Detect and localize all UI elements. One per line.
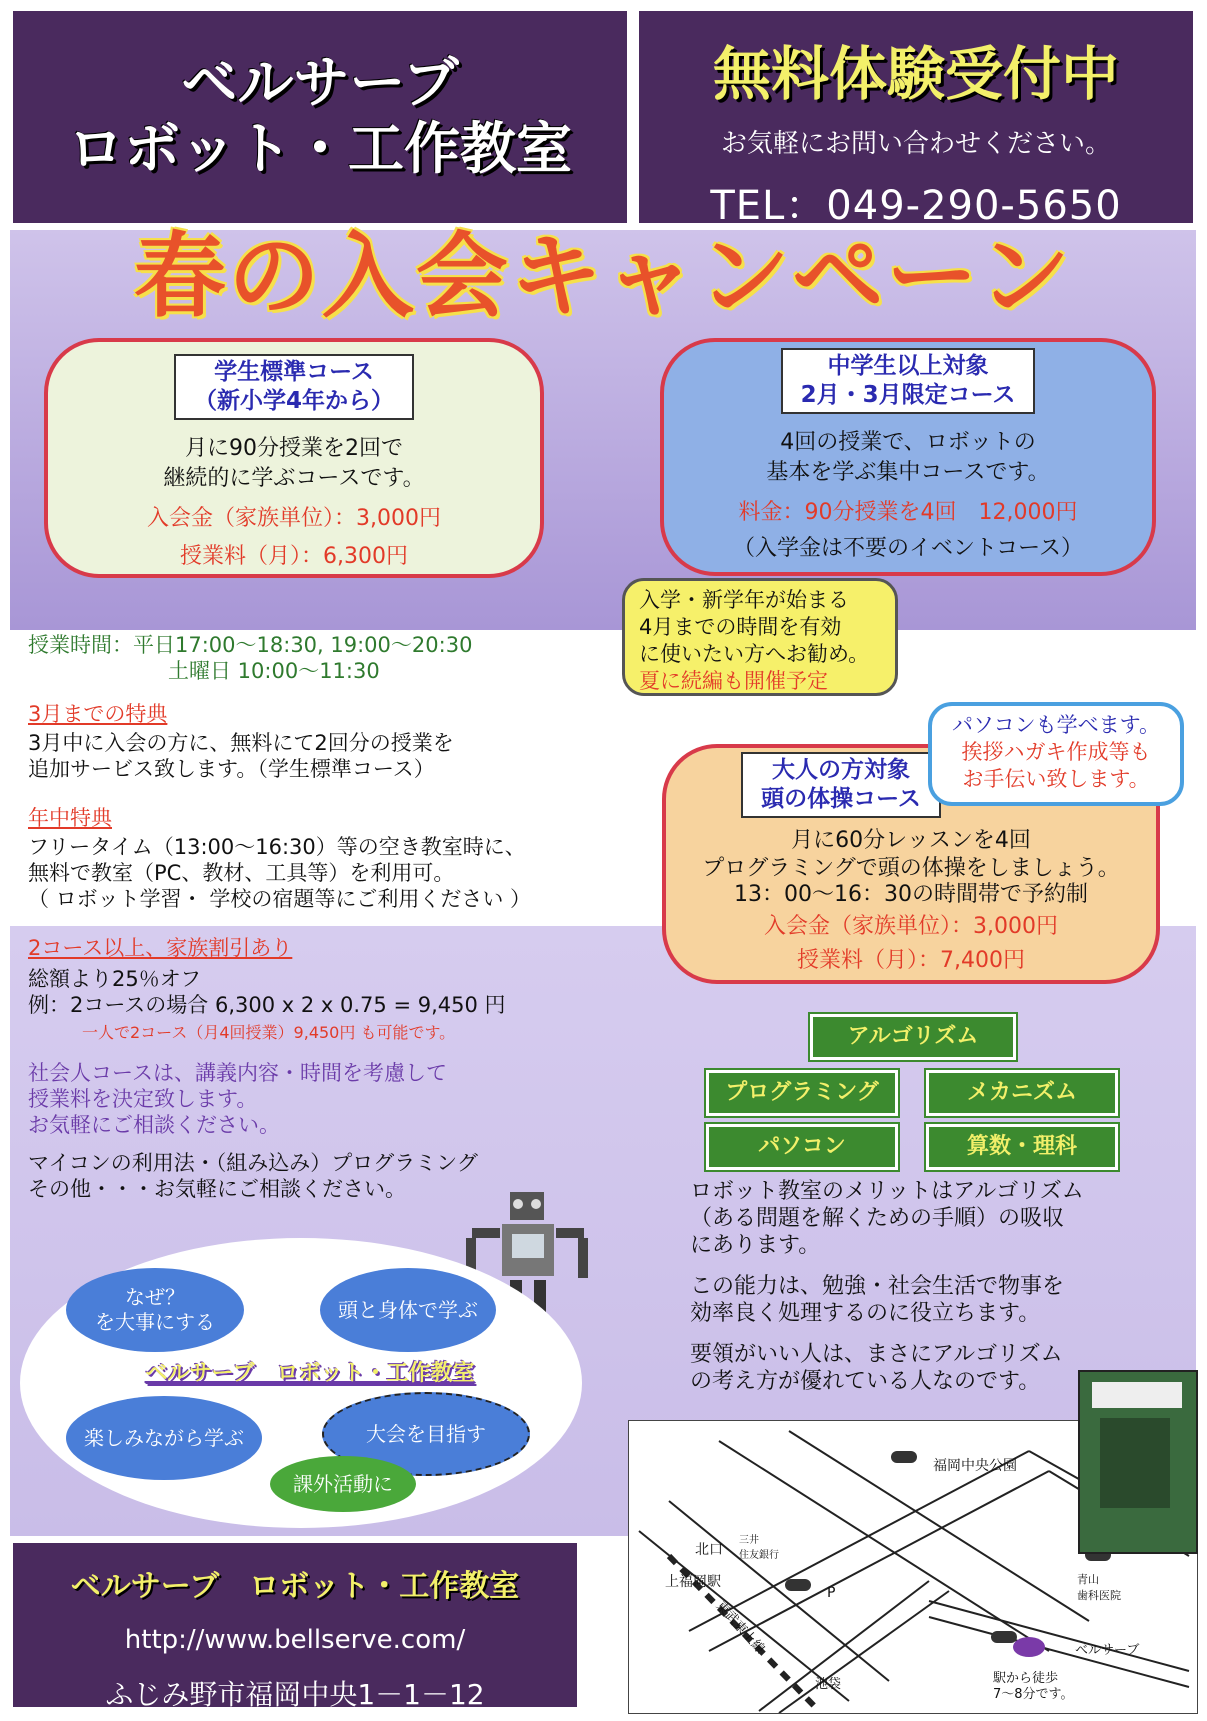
junior-course-note: （入学金は不要のイベントコース） xyxy=(732,536,1084,561)
traffic-light-icon xyxy=(785,1579,811,1591)
header-contact-box xyxy=(636,8,1196,229)
schedule-line2: 土曜日 10:00〜11:30 xyxy=(168,659,380,683)
junior-note-line2: 4月までの時間を有効 xyxy=(639,615,842,639)
adult-course-text2: 授業料を決定致します。 xyxy=(28,1087,258,1111)
bubble-why xyxy=(66,1268,244,1352)
adult-course-enroll-fee: 入会金（家族単位）：3,000円 xyxy=(764,914,1058,939)
pc-note-line1: パソコンも学べます。 xyxy=(952,713,1160,737)
yearlong-benefit-title: 年中特典 xyxy=(28,806,112,830)
merit-p1-line2: （ある問題を解くための手順）の吸収 xyxy=(690,1206,1065,1231)
schedule-line1: 授業時間：平日17:00〜18:30, 19:00〜20:30 xyxy=(28,633,473,657)
pc-learning-note xyxy=(928,702,1184,806)
map-line-label: 東武東上線 xyxy=(712,1598,768,1658)
bubble-head-body xyxy=(320,1268,496,1352)
footer-url[interactable]: http://www.bellserve.com/ xyxy=(124,1625,466,1655)
free-trial-heading: 無料体験受付中 xyxy=(712,40,1119,108)
junior-course-desc2: 基本を学ぶ集中コースです。 xyxy=(766,460,1050,485)
tag-mechanism: メカニズム xyxy=(926,1070,1118,1116)
header-school-box xyxy=(10,8,630,226)
map-north-exit-label: 北口 xyxy=(695,1542,723,1558)
merit-p2-line1: この能力は、勉強・社会生活で物事を xyxy=(690,1274,1065,1299)
junior-course-period: 2月・3月限定コース xyxy=(800,382,1016,408)
bubble-head-body-text: 頭と身体で学ぶ xyxy=(338,1297,478,1322)
bubble-why-text: なぜ？ を大事にする xyxy=(95,1285,215,1334)
microcomputer-line1: マイコンの利用法・（組み込み）プログラミング xyxy=(28,1151,478,1175)
adult-course-text1: 社会人コースは、講義内容・時間を考慮して xyxy=(28,1061,447,1085)
march-benefit-line2: 追加サービス致します。（学生標準コース） xyxy=(28,757,435,781)
footer-address: ふじみ野市福岡中央1－1－12 xyxy=(105,1678,485,1711)
student-course-desc1: 月に90分授業を2回で xyxy=(185,436,403,461)
merit-p1-line3: にあります。 xyxy=(690,1233,821,1258)
map-bank-label: 三井 住友銀行 xyxy=(739,1535,779,1561)
march-benefit-title: 3月までの特典 xyxy=(28,702,168,726)
inquiry-text: お気軽にお問い合わせください。 xyxy=(720,129,1111,159)
adult-course-desc3: 13：00〜16：30の時間帯で予約制 xyxy=(734,882,1088,907)
map-bellserve-label: ベルサーブ xyxy=(1075,1643,1140,1658)
footer-box xyxy=(10,1540,580,1710)
merit-text xyxy=(690,1178,1084,1395)
map-parking-label: P xyxy=(827,1585,836,1601)
pc-note-line2: 挨拶ハガキ作成等も xyxy=(961,740,1151,764)
bubble-brand-text: ベルサーブ ロボット・工作教室 xyxy=(145,1361,475,1386)
merit-p2-line2: 効率良く処理するのに役立ちます。 xyxy=(690,1301,1041,1326)
bubble-enjoy-text: 楽しみながら学ぶ xyxy=(84,1425,244,1450)
bubble-extracurricular xyxy=(270,1456,416,1512)
map-walk-label: 駅から徒歩 7〜8分です。 xyxy=(993,1671,1074,1702)
adult-course-name: 頭の体操コース xyxy=(761,786,921,812)
family-discount-title: 2コース以上、家族割引あり xyxy=(28,936,293,960)
school-name-line1: ベルサーブ xyxy=(181,51,459,116)
family-discount-line3: 一人で2コース（月4回授業）9,450円 も可能です。 xyxy=(82,1023,456,1042)
microcomputer-line2: その他・・・お気軽にご相談ください。 xyxy=(28,1177,406,1201)
campaign-title: 春の入会キャンペーン xyxy=(133,223,1073,330)
junior-course-desc1: 4回の授業で、ロボットの xyxy=(780,430,1036,455)
junior-recommend-note xyxy=(622,578,898,696)
merit-p3-line1: 要領がいい人は、まさにアルゴリズム xyxy=(690,1342,1063,1367)
student-course-label xyxy=(174,354,414,420)
merit-p3-line2: の考え方が優れている人なのです。 xyxy=(690,1369,1041,1394)
traffic-light-icon xyxy=(991,1631,1017,1643)
map-station-label: 上福岡駅 xyxy=(665,1574,721,1590)
phone-number: TEL：049-290-5650 xyxy=(710,183,1122,229)
junior-note-line4: 夏に続編も開催予定 xyxy=(639,669,828,693)
yearlong-benefit-line3: （ ロボット学習・ 学校の宿題等にご利用ください ） xyxy=(28,887,532,911)
tag-programming: プログラミング xyxy=(706,1070,898,1116)
adult-course-label xyxy=(741,752,941,818)
school-name-line2: ロボット・工作教室 xyxy=(68,117,572,182)
junior-note-line3: に使いたい方へお勧め。 xyxy=(639,642,870,666)
family-discount-line1: 総額より25％オフ xyxy=(28,967,202,991)
bubble-enjoy xyxy=(66,1396,262,1480)
yearlong-benefit-line1: フリータイム（13:00〜16:30）等の空き教室時に、 xyxy=(28,835,526,859)
pc-note-line3: お手伝い致します。 xyxy=(962,767,1150,791)
family-discount-line2: 例：2コースの場合 6,300 x 2 x 0.75 = 9,450 円 xyxy=(28,993,506,1017)
junior-course-card xyxy=(660,338,1156,576)
adult-course-title: 大人の方対象 xyxy=(771,757,910,783)
student-course-desc2: 継続的に学ぶコースです。 xyxy=(163,466,425,491)
student-course-age: （新小学4年から） xyxy=(193,388,394,414)
bubble-contest-text: 大会を目指す xyxy=(366,1421,486,1446)
map-dental-label: 青山 歯科医院 xyxy=(1077,1573,1121,1602)
merit-p1-line1: ロボット教室のメリットはアルゴリズム xyxy=(690,1179,1084,1204)
adult-course-desc2: プログラミングで頭の体操をしましょう。 xyxy=(702,856,1120,881)
junior-course-label xyxy=(781,348,1036,414)
map-ikebukuro-label: 池袋 xyxy=(815,1677,842,1692)
tag-algorithm: アルゴリズム xyxy=(810,1014,1016,1060)
adult-course-tuition: 授業料（月）：7,400円 xyxy=(797,948,1025,973)
traffic-light-icon xyxy=(891,1451,917,1463)
junior-course-title: 中学生以上対象 xyxy=(827,353,989,379)
map-park-label: 福岡中央公園 xyxy=(933,1458,1017,1474)
junior-note-line1: 入学・新学年が始まる xyxy=(639,588,849,612)
footer-school-name: ベルサーブ ロボット・工作教室 xyxy=(70,1569,520,1604)
junior-course-fee: 料金：90分授業を4回 12,000円 xyxy=(738,500,1078,525)
student-standard-course-card xyxy=(44,338,544,578)
robot-board-image xyxy=(1078,1370,1198,1554)
student-course-tuition: 授業料（月）：6,300円 xyxy=(180,544,408,569)
student-course-enroll-fee: 入会金（家族単位）：3,000円 xyxy=(147,506,441,531)
march-benefit-line1: 3月中に入会の方に、無料にて2回分の授業を xyxy=(28,731,454,755)
adult-course-desc1: 月に60分レッスンを4回 xyxy=(791,828,1031,853)
adult-course-text3: お気軽にご相談ください。 xyxy=(28,1113,280,1137)
student-course-title: 学生標準コース xyxy=(214,359,374,385)
tag-pc: パソコン xyxy=(706,1124,898,1170)
tag-math-science: 算数・理科 xyxy=(926,1124,1118,1170)
yearlong-benefit-line2: 無料で教室（PC、教材、工具等）を利用可。 xyxy=(28,861,455,885)
bubble-extra-text: 課外活動に xyxy=(293,1471,393,1496)
